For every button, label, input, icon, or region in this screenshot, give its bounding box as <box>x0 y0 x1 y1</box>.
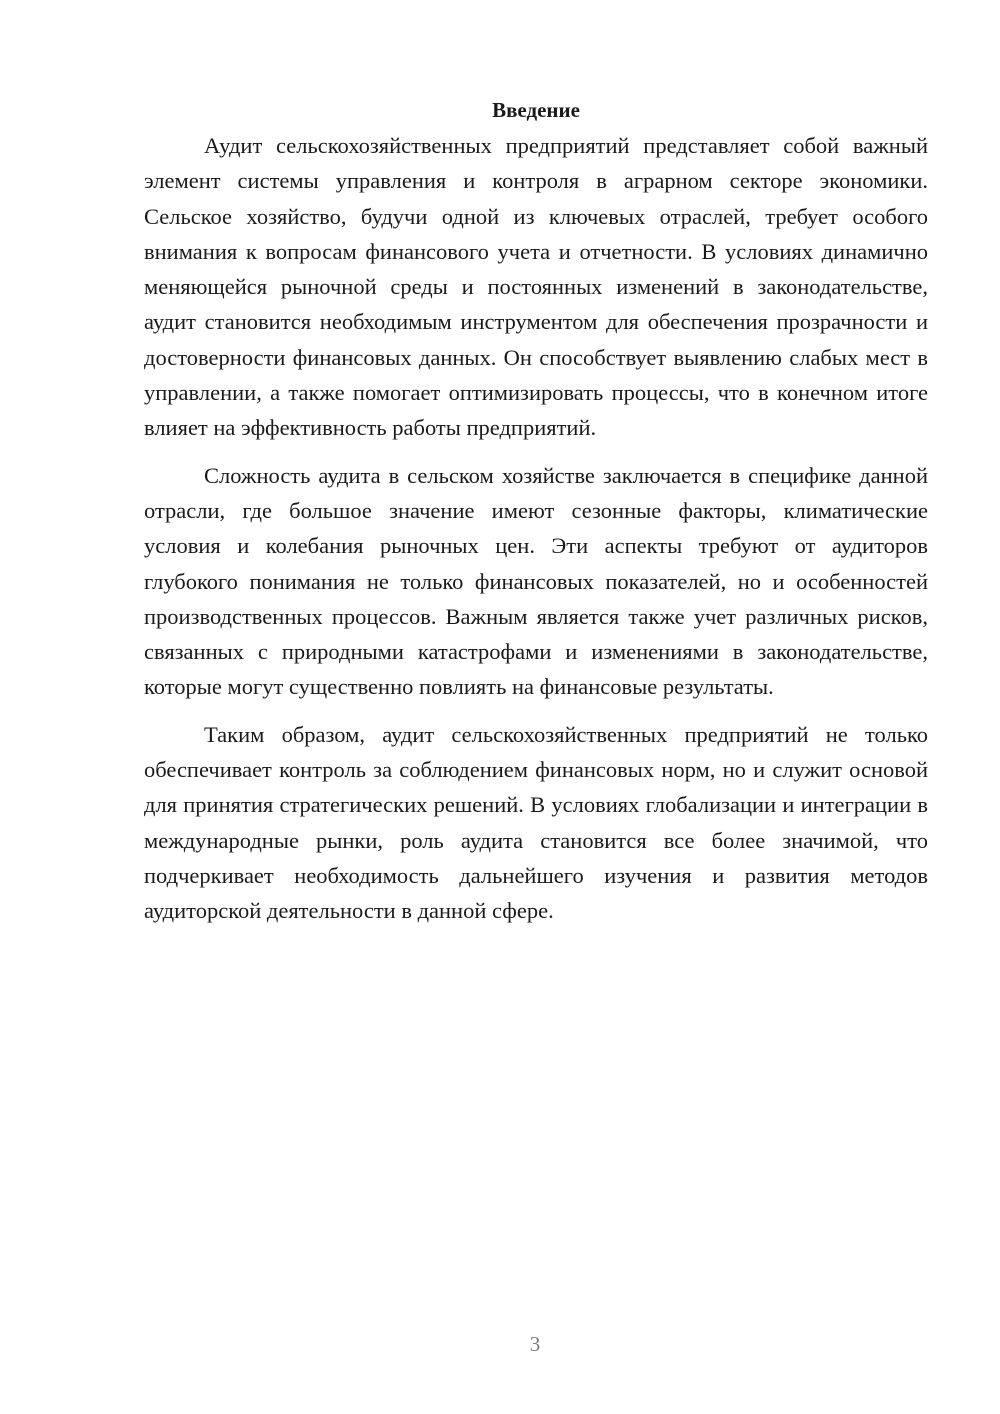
section-title: Введение <box>492 98 580 122</box>
page-content <box>144 92 928 929</box>
paragraph-2: Сложность аудита в сельском хозяйстве заключается в специфике данной отрасли, где большое значение имеют сезонные факторы, климатические условия и колебания рыночных цен. Эти аспекты требуют от аудиторов глубокого понимания не только финансовых показателей, но и особенностей производственных процессов. Важным является также учет различных рисков, связанных с природными катастрофами и изменениями в законодательстве, которые могут существенно повлиять на финансовые результаты. <box>144 462 928 700</box>
page-number: 3 <box>529 1332 541 1356</box>
paragraph-1: Аудит сельскохозяйственных предприятий представляет собой важный элемент системы управления и контроля в аграрном секторе экономики. Сельское хозяйство, будучи одной из ключевых отраслей, требует особого внимания к вопросам финансового учета и отчетности. В условиях динамично меняющейся рыночной среды и постоянных изменений в законодательстве, аудит становится необходимым инструментом для обеспечения прозрачности и достоверности финансовых данных. Он способствует выявлению слабых мест в управлении, а также помогает оптимизировать процессы, что в конечном итоге влияет на эффективность работы предприятий. <box>144 133 928 441</box>
paragraph-3: Таким образом, аудит сельскохозяйственных предприятий не только обеспечивает контроль за соблюдением финансовых норм, но и служит основой для принятия стратегических решений. В условиях глобализации и интеграции в международные рынки, роль аудита становится все более значимой, что подчеркивает необходимость дальнейшего изучения и развития методов аудиторской деятельности в данной сфере. <box>144 721 928 924</box>
